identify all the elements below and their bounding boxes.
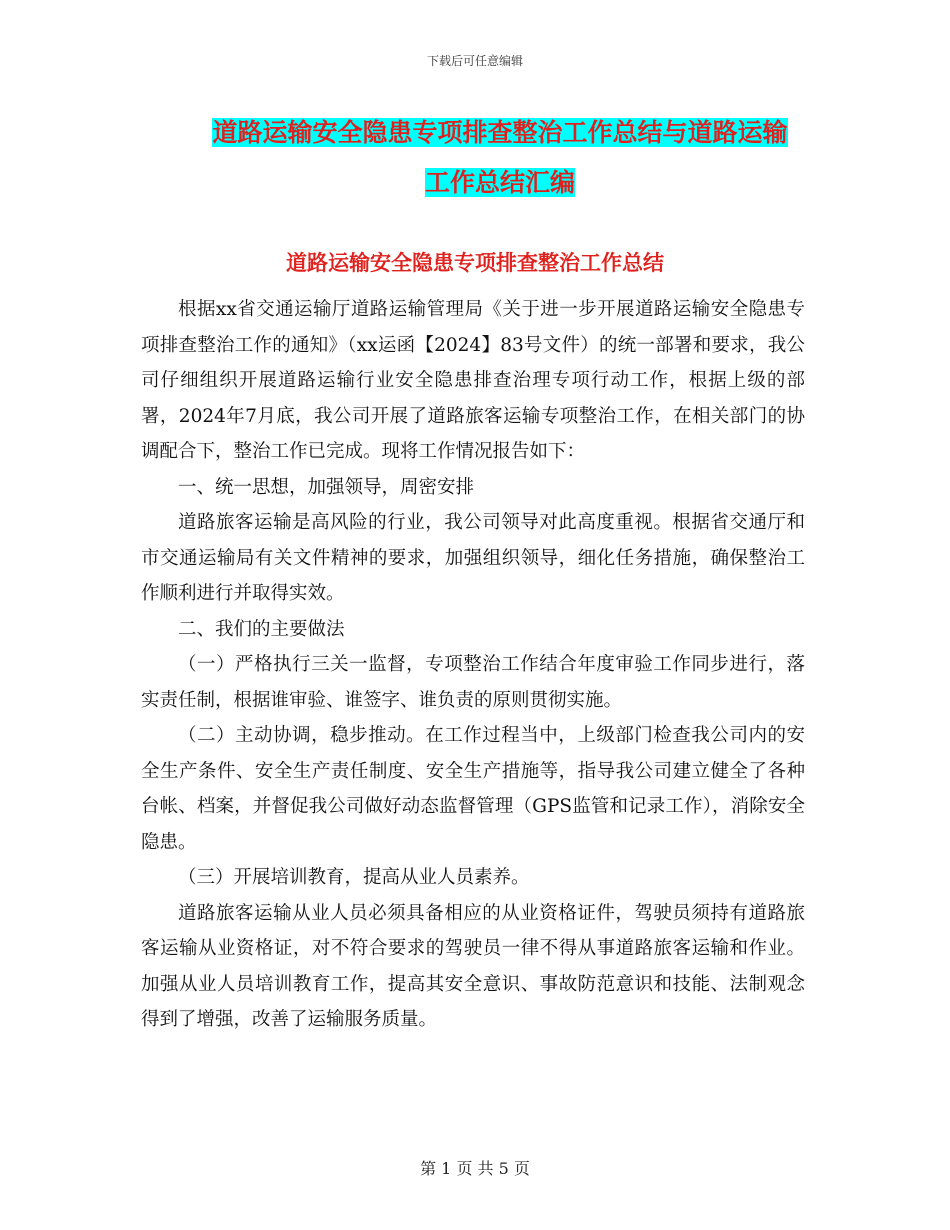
section-title: 道路运输安全隐患专项排查整治工作总结 (286, 251, 664, 275)
document-title (190, 108, 810, 208)
document-title-line-2: 工作总结汇编 (424, 168, 575, 197)
heading-1: 一、统一思想，加强领导，周密安排 (178, 476, 475, 498)
page-number: 第 1 页 共 5 页 (420, 1159, 530, 1178)
paragraph: 道路旅客运输是高风险的行业，我公司领导对此高度重视。根据省交通厅和市交通运输局有关文件精神的要求，加强组织领导，细化任务措施，确保整治工作顺利进行并取得实效。 (141, 512, 805, 604)
paragraph: （三）开展培训教育，提高从业人员素养。 (178, 867, 530, 888)
paragraph: （一）严格执行三关一监督，专项整治工作结合年度审验工作同步进行，落实责任制，根据谁审验、谁签字、谁负责的原则贯彻实施。 (141, 654, 805, 711)
document-title-line-1: 道路运输安全隐患专项排查整治工作总结与道路运输 (212, 118, 788, 147)
paragraph: 道路旅客运输从业人员必须具备相应的从业资格证件，驾驶员须持有道路旅客运输从业资格证，对不符合要求的驾驶员一律不得从事道路旅客运输和作业。加强从业人员培训教育工作，提高其安全意识、事故防范意识和技能、法制观念得到了增强，改善了运输服务质量。 (141, 902, 805, 1030)
paragraph: （二）主动协调，稳步推动。在工作过程当中，上级部门检查我公司内的安全生产条件、安全生产责任制度、安全生产措施等，指导我公司建立健全了各种台帐、档案，并督促我公司做好动态监督管理（GPS监管和记录工作），消除安全隐患。 (141, 725, 805, 853)
heading-2: 二、我们的主要做法 (178, 618, 345, 640)
intro-paragraph: 根据xx省交通运输厅道路运输管理局《关于进一步开展道路运输安全隐患专项排查整治工作的通知》（xx运函【2024】83号文件）的统一部署和要求，我公司仔细组织开展道路运输行业安全隐患排查治理专项行动工作，根据上级的部署，2024年7月底，我公司开展了道路旅客运输专项整治工作，在相关部门的协调配合下，整治工作已完成。现将工作情况报告如下： (141, 299, 805, 462)
document-body (141, 292, 805, 1038)
header-note: 下载后可任意编辑 (426, 54, 523, 68)
